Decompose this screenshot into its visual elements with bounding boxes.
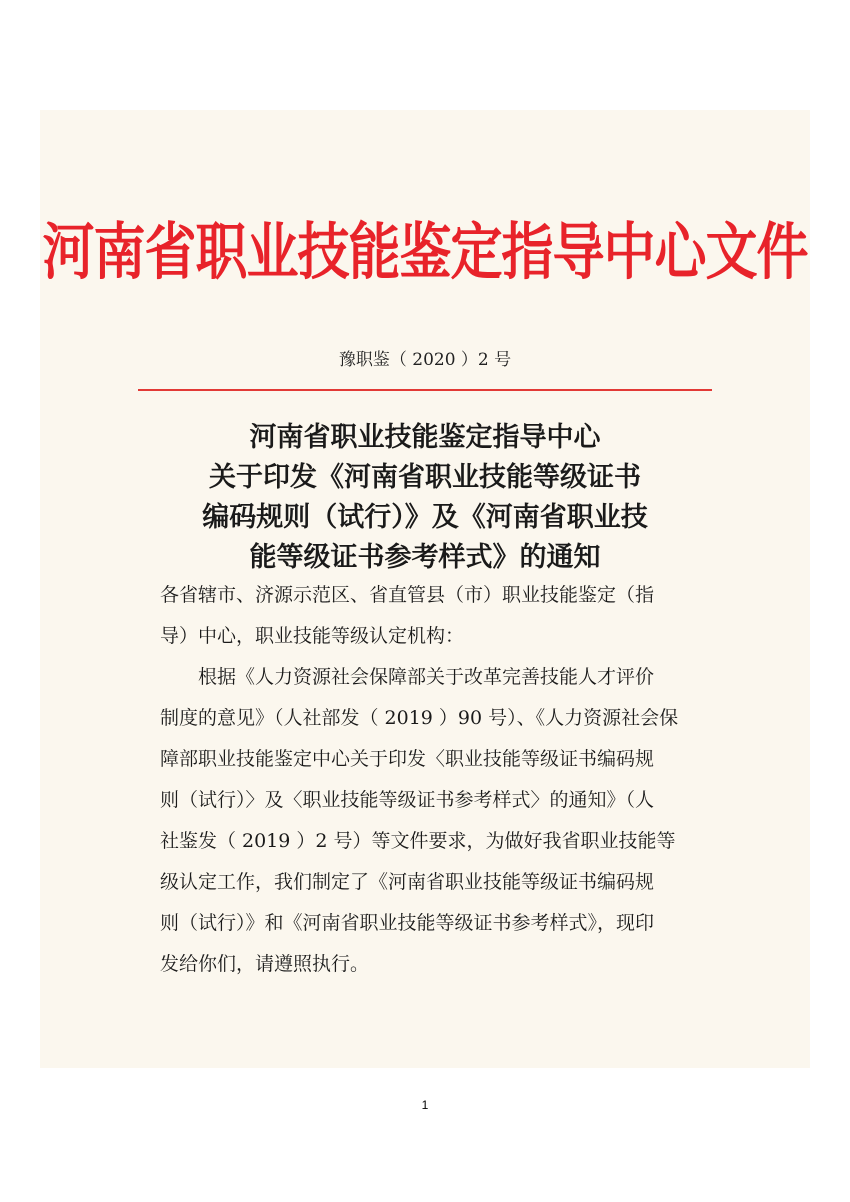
body-line-9: 则（试行）》和《河南省职业技能等级证书参考样式》，现印: [160, 912, 655, 934]
body-line-6: 则（试行）〉及〈职业技能等级证书参考样式〉的通知》（人: [160, 789, 655, 811]
document-number: 豫职鉴（ 2020 ）2 号: [338, 350, 512, 370]
body-line-2: 导）中心，职业技能等级认定机构：: [160, 625, 465, 647]
body-line-7: 社鉴发（ 2019 ）2 号）等文件要求，为做好我省职业技能等: [160, 830, 676, 852]
body-line-1: 各省辖市、济源示范区、省直管县（市）职业技能鉴定（指: [160, 584, 655, 606]
body-line-4: 制度的意见》（人社部发（ 2019 ）90 号）、《人力资源社会保: [160, 707, 679, 729]
page-number: 1: [421, 1098, 429, 1112]
document-masthead: 河南省职业技能鉴定指导中心文件: [42, 217, 808, 289]
red-divider-line: [138, 389, 712, 391]
document-body: [160, 575, 705, 985]
body-line-10: 发给你们，请遵照执行。: [160, 953, 370, 975]
body-line-8: 级认定工作，我们制定了《河南省职业技能等级证书编码规: [160, 871, 655, 893]
document-title: [40, 418, 810, 578]
title-line-4: 能等级证书参考样式》的通知: [249, 542, 601, 573]
body-line-5: 障部职业技能鉴定中心关于印发〈职业技能等级证书编码规: [160, 748, 655, 770]
title-line-1: 河南省职业技能鉴定指导中心: [249, 422, 601, 453]
title-line-3: 编码规则（试行）》及《河南省职业技: [202, 502, 648, 533]
body-line-3: 根据《人力资源社会保障部关于改革完善技能人才评价: [198, 666, 655, 688]
title-line-2: 关于印发《河南省职业技能等级证书: [209, 462, 641, 493]
